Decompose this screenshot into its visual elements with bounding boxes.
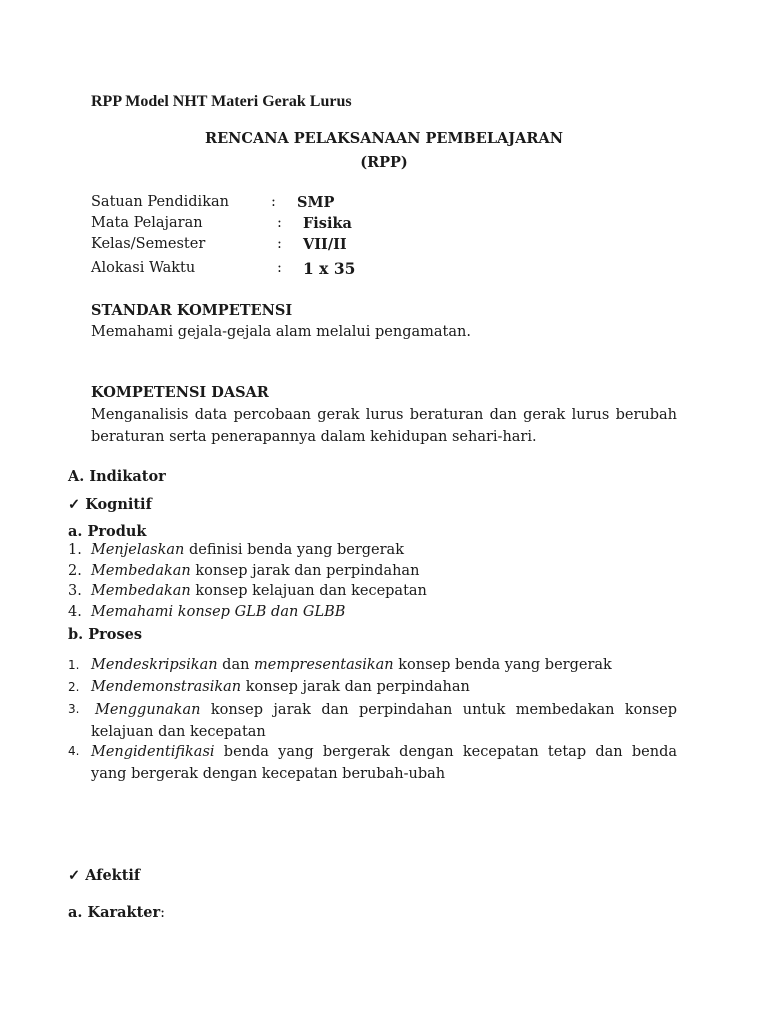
item-verb: Menggunakan — [95, 702, 201, 718]
document-title: RPP Model NHT Materi Gerak Lurus — [91, 93, 352, 110]
identity-value-waktu: 1 x 35 — [303, 259, 356, 278]
identity-sep: : — [277, 215, 282, 231]
item-text: konsep jarak dan perpindahan — [190, 563, 420, 579]
item-verb: Menjelaskan — [91, 542, 185, 558]
produk-heading: a. Produk — [68, 523, 147, 540]
kompetensi-dasar-title: KOMPETENSI DASAR — [91, 384, 269, 401]
identity-value-satuan: SMP — [297, 194, 335, 211]
item-verb: Membedakan — [91, 563, 191, 579]
item-text: konsep kelajuan dan kecepatan — [190, 583, 427, 599]
kognitif-heading — [68, 496, 152, 513]
item-verb: Memahami konsep GLB dan GLBB — [91, 604, 346, 620]
proses-heading: b. Proses — [68, 626, 143, 643]
item-text: benda yang bergerak dengan kecepatan tetap dan benda yang bergerak dengan kecepatan berubah-ubah — [91, 744, 677, 782]
list-item — [68, 583, 427, 599]
indikator-heading: A. Indikator — [68, 468, 166, 485]
heading-line-2: (RPP) — [360, 154, 408, 171]
item-verb: Mengidentifikasi — [91, 744, 215, 760]
kompetensi-dasar-text: Menganalisis data percobaan gerak lurus beraturan dan gerak lurus berubah beraturan serta penerapannya dalam kehidupan sehari-hari. — [91, 407, 677, 445]
list-item — [68, 679, 470, 695]
item-text: dan — [217, 657, 255, 673]
item-verb: Mendemonstrasikan — [91, 679, 242, 695]
item-number: 3. — [68, 702, 80, 716]
list-item — [68, 604, 345, 620]
standar-kompetensi-title: STANDAR KOMPETENSI — [91, 302, 293, 319]
heading-line-1: RENCANA PELAKSANAAN PEMBELAJARAN — [205, 130, 563, 147]
identity-label: Kelas/Semester — [91, 236, 206, 252]
identity-sep: : — [277, 260, 282, 276]
check-icon: ✓ — [68, 496, 81, 513]
item-text: konsep benda yang bergerak — [393, 657, 612, 673]
karakter-colon: : — [160, 905, 166, 921]
list-item — [68, 542, 404, 558]
item-text: definisi benda yang bergerak — [184, 542, 404, 558]
identity-value-kelas: VII/II — [303, 236, 347, 253]
item-text: konsep jarak dan perpindahan — [241, 679, 470, 695]
list-item — [68, 563, 419, 579]
item-number: 4. — [68, 744, 80, 758]
item-number: 2. — [68, 680, 80, 694]
item-number: 4. — [68, 604, 82, 620]
item-number: 1. — [68, 658, 80, 672]
afektif-heading — [68, 867, 140, 884]
list-item — [68, 657, 612, 673]
identity-label: Mata Pelajaran — [91, 215, 203, 231]
list-item — [68, 701, 91, 717]
list-item-text — [91, 699, 677, 743]
standar-kompetensi-text: Memahami gejala-gejala alam melalui pengamatan. — [91, 324, 471, 340]
identity-label: Alokasi Waktu — [91, 260, 196, 276]
check-icon: ✓ — [68, 867, 81, 884]
item-text: konsep jarak dan perpindahan untuk membedakan konsep kelajuan dan kecepatan — [91, 702, 677, 740]
identity-value-mapel: Fisika — [303, 215, 352, 232]
identity-sep: : — [277, 236, 282, 252]
item-verb: mempresentasikan — [254, 657, 394, 673]
item-number: 1. — [68, 542, 82, 558]
identity-sep: : — [271, 194, 276, 210]
kognitif-label: Kognitif — [85, 496, 152, 513]
item-verb: Membedakan — [91, 583, 191, 599]
karakter-label: a. Karakter — [68, 904, 161, 921]
list-item-text — [91, 741, 677, 785]
list-item — [68, 743, 91, 759]
item-verb: Mendeskripsikan — [91, 657, 218, 673]
identity-label: Satuan Pendidikan — [91, 194, 229, 210]
afektif-label: Afektif — [85, 867, 141, 884]
karakter-heading — [68, 904, 165, 921]
item-number: 2. — [68, 563, 82, 579]
item-number: 3. — [68, 583, 82, 599]
